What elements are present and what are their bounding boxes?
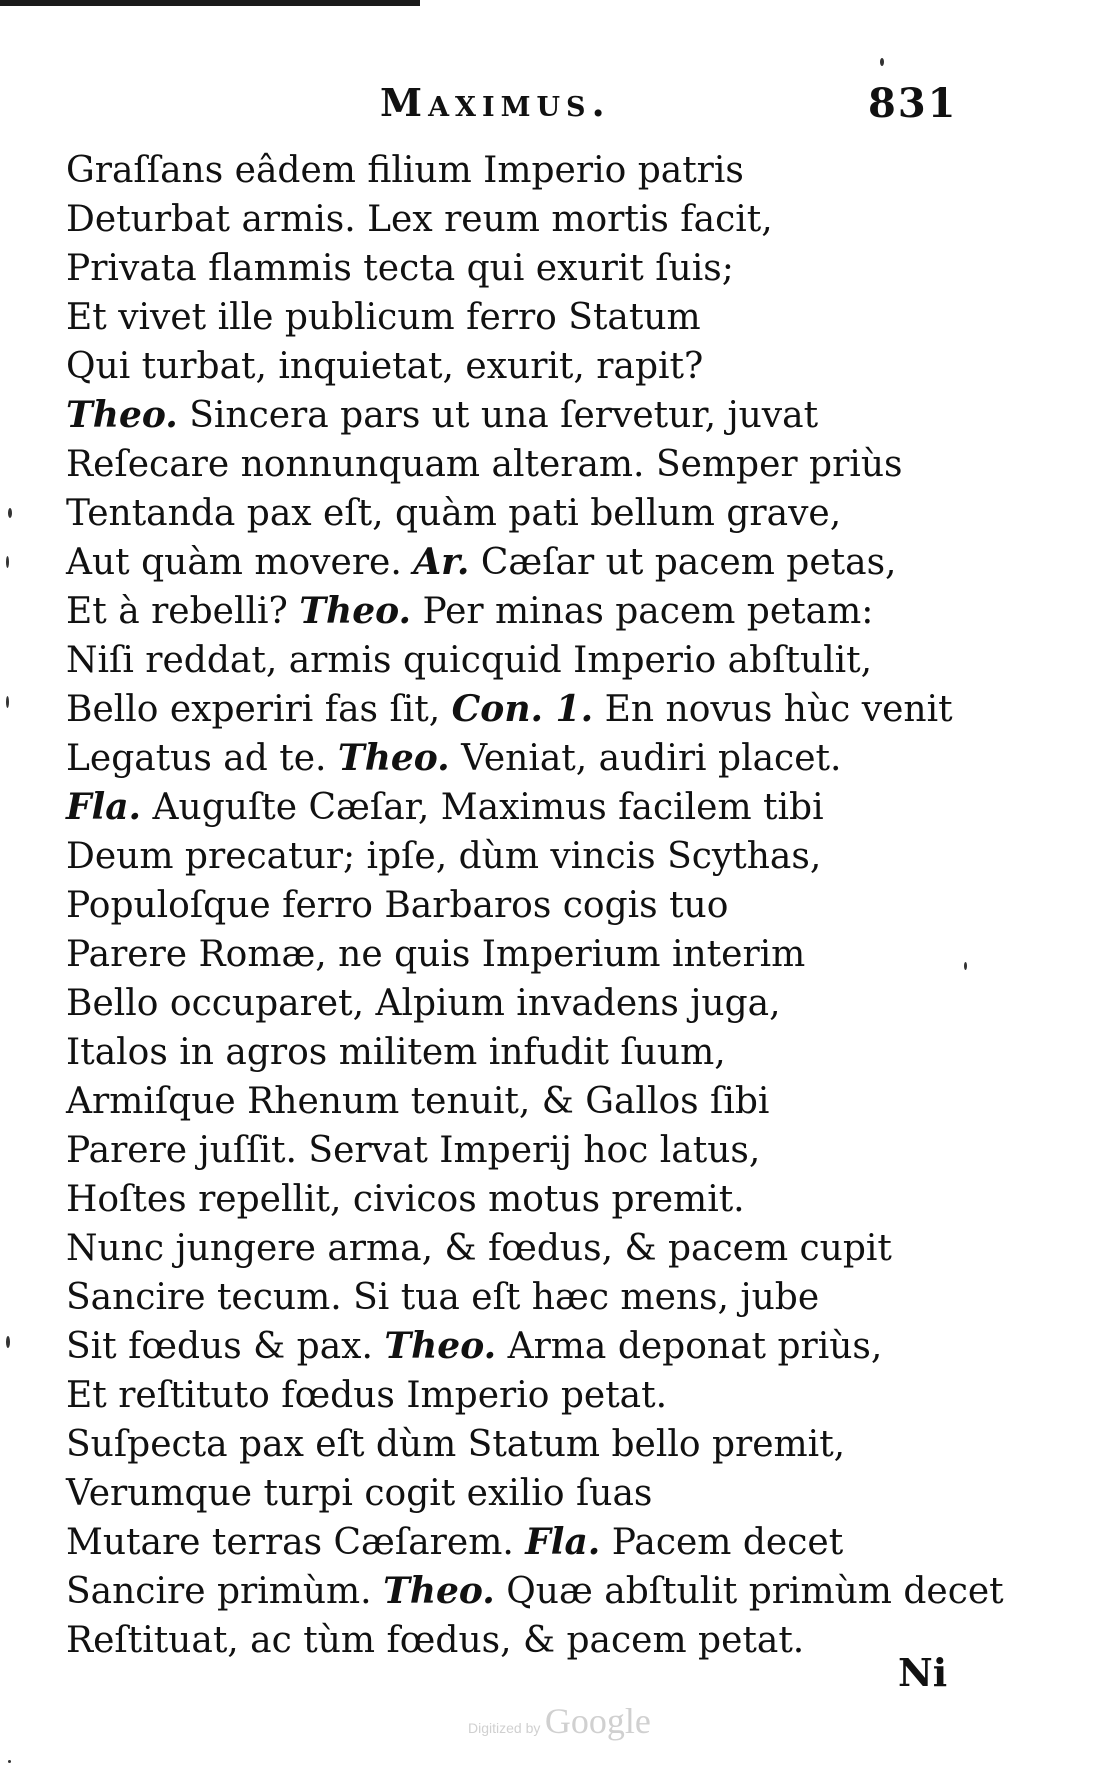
verse-line — [66, 538, 966, 587]
verse-line — [66, 685, 966, 734]
line-text: Veniat, audiri placet. — [449, 738, 842, 779]
line-lead-text: Aut quàm movere. — [66, 542, 414, 583]
top-rule-divider — [0, 0, 420, 6]
verse-line — [66, 146, 966, 195]
speaker-label: Fla. — [66, 786, 142, 828]
verse-line — [66, 881, 966, 930]
verse-line — [66, 244, 966, 293]
speaker-label: Theo. — [383, 1570, 495, 1612]
verse-line — [66, 832, 966, 881]
line-text: Suſpecta pax eſt dùm Statum bello premit, — [66, 1424, 846, 1465]
speaker-label: Theo. — [337, 737, 450, 779]
line-text: Sincera pars ut una ſervetur, juvat — [177, 395, 819, 436]
verse-line — [66, 1273, 966, 1322]
verse-line — [66, 440, 966, 489]
line-text: Graſſans eâdem filium Imperio patris — [66, 150, 744, 191]
line-lead-text: Bello experiri fas ſit, — [66, 689, 452, 730]
verse-line — [66, 1322, 966, 1371]
line-text: Populoſque ferro Barbaros cogis tuo — [66, 885, 729, 926]
page-number: 831 — [868, 80, 958, 127]
line-text: Bello occuparet, Alpium invadens juga, — [66, 983, 781, 1024]
line-lead-text: Sit fœdus & pax. — [66, 1326, 385, 1367]
speaker-label: Fla. — [525, 1521, 601, 1563]
verse-line — [66, 1077, 966, 1126]
verse-line — [66, 391, 966, 440]
scan-speck — [6, 1336, 10, 1348]
line-text: Reſecare nonnunquam alteram. Semper priùs — [66, 444, 903, 485]
catchword: Ni — [898, 1650, 948, 1695]
scan-speck — [880, 58, 884, 66]
verse-line — [66, 1469, 966, 1518]
line-lead-text: Et à rebelli? — [66, 591, 300, 632]
line-text: Quæ abſtulit primùm decet — [494, 1571, 1004, 1612]
line-text: Italos in agros militem infudit ſuum, — [66, 1032, 726, 1073]
verse-line — [66, 930, 966, 979]
verse-line — [66, 636, 966, 685]
line-text: Per minas pacem petam: — [411, 591, 874, 632]
speaker-label: Con. 1. — [451, 688, 594, 730]
line-text: Cæſar ut pacem petas, — [469, 542, 897, 583]
verse-line — [66, 734, 966, 783]
verse-line — [66, 1224, 966, 1273]
line-text: Auguſte Cæſar, Maximus facilem tibi — [141, 787, 824, 828]
line-text: Qui turbat, inquietat, exurit, rapit? — [66, 346, 704, 387]
scan-speck — [964, 962, 967, 970]
verse-line — [66, 1420, 966, 1469]
line-lead-text: Mutare terras Cæſarem. — [66, 1522, 526, 1563]
speaker-label: Theo. — [299, 590, 412, 632]
line-text: Parere Romæ, ne quis Imperium interim — [66, 934, 806, 975]
verse-line — [66, 195, 966, 244]
speaker-label: Ar. — [413, 541, 470, 583]
line-text: Et reſtituto fœdus Imperio petat. — [66, 1375, 668, 1416]
line-text: Hoſtes repellit, civicos motus premit. — [66, 1179, 745, 1220]
verse-line — [66, 1175, 966, 1224]
verse-line — [66, 342, 966, 391]
line-text: Niſi reddat, armis quicquid Imperio abſtulit, — [66, 640, 873, 681]
verse-line — [66, 979, 966, 1028]
line-text: Armiſque Rhenum tenuit, & Gallos ſibi — [66, 1081, 770, 1122]
line-text: Arma deponat priùs, — [496, 1326, 883, 1367]
speaker-label: Theo. — [66, 394, 178, 436]
line-text: Tentanda pax eſt, quàm pati bellum grave, — [66, 493, 842, 534]
verse-line — [66, 783, 966, 832]
line-text: Reſtituat, ac tùm fœdus, & pacem petat. — [66, 1620, 805, 1661]
line-text: Deturbat armis. Lex reum mortis facit, — [66, 199, 773, 240]
line-text: Et vivet ille publicum ferro Statum — [66, 297, 701, 338]
running-head: Maximus. — [380, 80, 611, 125]
verse-line — [66, 1518, 966, 1567]
watermark-prefix: Digitized by — [468, 1720, 541, 1736]
line-text: Verumque turpi cogit exilio ſuas — [66, 1473, 653, 1514]
scan-speck — [6, 696, 9, 708]
verse-text — [66, 146, 1004, 1665]
line-text: Sancire tecum. Si tua eſt hæc mens, jube — [66, 1277, 820, 1318]
verse-line — [66, 1567, 1004, 1616]
line-lead-text: Legatus ad te. — [66, 738, 338, 779]
line-text: Parere juſſit. Servat Imperij hoc latus, — [66, 1130, 761, 1171]
line-text: Privata flammis tecta qui exurit ſuis; — [66, 248, 734, 289]
scan-speck — [8, 508, 12, 518]
verse-line — [66, 1028, 966, 1077]
digitized-watermark — [468, 1700, 651, 1742]
scan-speck — [6, 556, 9, 568]
verse-line — [66, 1616, 966, 1665]
verse-line — [66, 1371, 966, 1420]
verse-line — [66, 293, 966, 342]
scan-speck — [8, 1760, 11, 1763]
line-text: En novus hùc venit — [593, 689, 953, 730]
speaker-label: Theo. — [384, 1325, 497, 1367]
line-text: Nunc jungere arma, & fœdus, & pacem cupit — [66, 1228, 892, 1269]
verse-line — [66, 1126, 966, 1175]
verse-line — [66, 587, 966, 636]
line-text: Deum precatur; ipſe, dùm vincis Scythas, — [66, 836, 822, 877]
line-lead-text: Sancire primùm. — [66, 1571, 384, 1612]
line-text: Pacem decet — [600, 1522, 844, 1563]
google-logo: Google — [544, 1701, 651, 1741]
verse-line — [66, 489, 966, 538]
